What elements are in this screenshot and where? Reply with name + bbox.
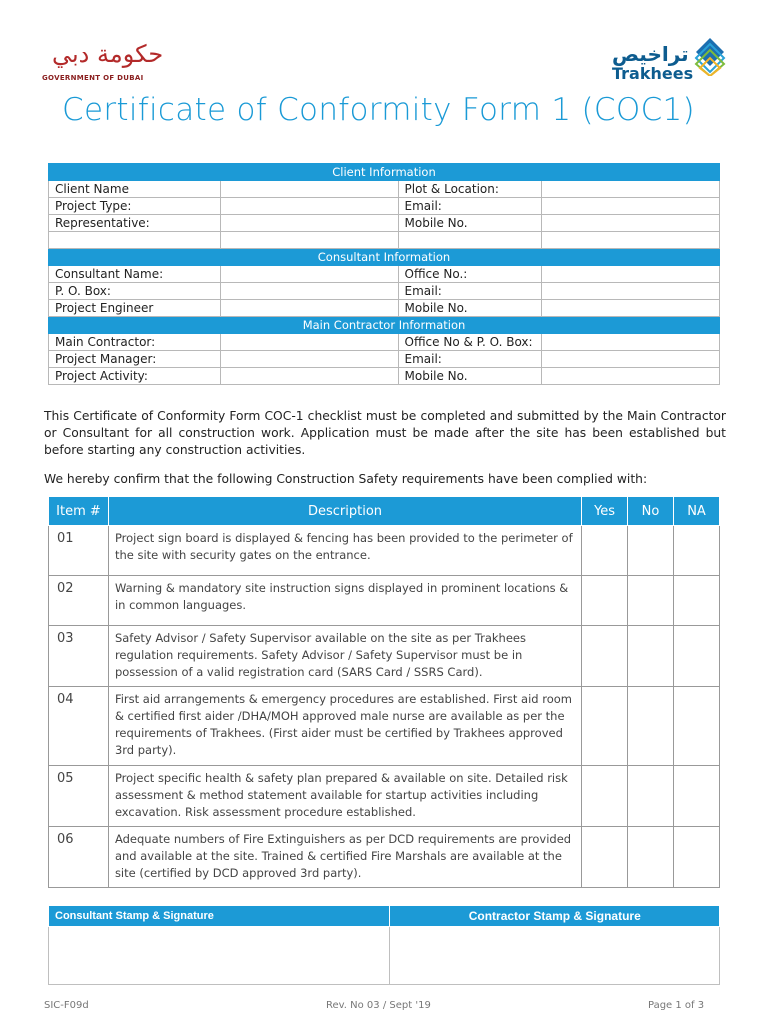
client-email-label: Email: xyxy=(398,198,542,215)
col-yes-header: Yes xyxy=(582,497,628,526)
intro-paragraph: This Certificate of Conformity Form COC-1 checklist must be completed and submitted by the Main Contractor or Consultant for all construction work. Application must be made after the site has been established but before starting any construction activities. xyxy=(44,409,726,457)
plot-location-label: Plot & Location: xyxy=(398,181,542,198)
item-description: Project sign board is displayed & fencing has been provided to the perimeter of the site with security gates on the entrance. xyxy=(108,526,581,576)
contractor-info-header: Main Contractor Information xyxy=(49,317,720,334)
contractor-mobile-field[interactable] xyxy=(542,368,720,385)
main-contractor-label: Main Contractor: xyxy=(49,334,221,351)
government-of-dubai-caption: GOVERNMENT OF DUBAI xyxy=(42,74,144,82)
no-checkbox[interactable] xyxy=(628,827,674,888)
blank-cell xyxy=(398,232,542,249)
consultant-name-label: Consultant Name: xyxy=(49,266,221,283)
trakhees-arabic-wordmark: تراخيص xyxy=(612,42,689,66)
client-email-field[interactable] xyxy=(542,198,720,215)
item-number: 01 xyxy=(49,526,109,576)
information-table xyxy=(48,163,720,385)
table-row xyxy=(49,576,720,626)
item-number: 03 xyxy=(49,626,109,687)
no-checkbox[interactable] xyxy=(628,687,674,766)
client-name-label: Client Name xyxy=(49,181,221,198)
col-description-header: Description xyxy=(108,497,581,526)
contractor-signature-box[interactable] xyxy=(390,927,720,985)
blank-cell xyxy=(220,232,398,249)
representative-label: Representative: xyxy=(49,215,221,232)
consultant-email-label: Email: xyxy=(398,283,542,300)
na-checkbox[interactable] xyxy=(674,576,720,626)
table-row xyxy=(49,687,720,766)
yes-checkbox[interactable] xyxy=(582,766,628,827)
contractor-mobile-label: Mobile No. xyxy=(398,368,542,385)
trakhees-logo-icon xyxy=(690,30,730,76)
consultant-name-field[interactable] xyxy=(220,266,398,283)
na-checkbox[interactable] xyxy=(674,766,720,827)
consultant-info-header: Consultant Information xyxy=(49,249,720,266)
contractor-office-field[interactable] xyxy=(542,334,720,351)
form-code: SIC-F09d xyxy=(44,1000,89,1011)
table-row xyxy=(49,526,720,576)
col-na-header: NA xyxy=(674,497,720,526)
project-type-label: Project Type: xyxy=(49,198,221,215)
table-row xyxy=(49,827,720,888)
no-checkbox[interactable] xyxy=(628,576,674,626)
item-description: First aid arrangements & emergency procedures are established. First aid room & certified first aider /DHA/MOH approved male nurse are available as per the requirements of Trakhees. (First aider must be certified by Trakhees approved 3rd party). xyxy=(108,687,581,766)
consultant-signature-header: Consultant Stamp & Signature xyxy=(49,906,390,927)
contractor-office-label: Office No & P. O. Box: xyxy=(398,334,542,351)
confirm-paragraph: We hereby confirm that the following Construction Safety requirements have been complied with: xyxy=(44,472,648,486)
item-number: 04 xyxy=(49,687,109,766)
item-description: Warning & mandatory site instruction signs displayed in prominent locations & in common languages. xyxy=(108,576,581,626)
trakhees-wordmark: Trakhees xyxy=(612,64,694,83)
project-activity-field[interactable] xyxy=(220,368,398,385)
na-checkbox[interactable] xyxy=(674,687,720,766)
yes-checkbox[interactable] xyxy=(582,526,628,576)
project-engineer-field[interactable] xyxy=(220,300,398,317)
na-checkbox[interactable] xyxy=(674,526,720,576)
safety-checklist-table xyxy=(48,496,720,888)
contractor-email-label: Email: xyxy=(398,351,542,368)
page-title: Certificate of Conformity Form 1 (COC1) xyxy=(62,92,695,128)
consultant-mobile-label: Mobile No. xyxy=(398,300,542,317)
no-checkbox[interactable] xyxy=(628,766,674,827)
consultant-signature-box[interactable] xyxy=(49,927,390,985)
signature-table xyxy=(48,905,720,985)
project-engineer-label: Project Engineer xyxy=(49,300,221,317)
consultant-pobox-label: P. O. Box: xyxy=(49,283,221,300)
project-manager-field[interactable] xyxy=(220,351,398,368)
na-checkbox[interactable] xyxy=(674,827,720,888)
representative-field[interactable] xyxy=(220,215,398,232)
main-contractor-field[interactable] xyxy=(220,334,398,351)
item-description: Project specific health & safety plan prepared & available on site. Detailed risk assessment & method statement available for startup activities including excavation. Risk assessment procedure established. xyxy=(108,766,581,827)
client-info-header: Client Information xyxy=(49,164,720,181)
client-name-field[interactable] xyxy=(220,181,398,198)
consultant-mobile-field[interactable] xyxy=(542,300,720,317)
blank-cell xyxy=(542,232,720,249)
na-checkbox[interactable] xyxy=(674,626,720,687)
no-checkbox[interactable] xyxy=(628,526,674,576)
no-checkbox[interactable] xyxy=(628,626,674,687)
blank-cell xyxy=(49,232,221,249)
item-number: 05 xyxy=(49,766,109,827)
project-type-field[interactable] xyxy=(220,198,398,215)
consultant-pobox-field[interactable] xyxy=(220,283,398,300)
consultant-office-field[interactable] xyxy=(542,266,720,283)
contractor-signature-header: Contractor Stamp & Signature xyxy=(390,906,720,927)
yes-checkbox[interactable] xyxy=(582,687,628,766)
item-number: 02 xyxy=(49,576,109,626)
project-manager-label: Project Manager: xyxy=(49,351,221,368)
col-no-header: No xyxy=(628,497,674,526)
page-number: Page 1 of 3 xyxy=(648,1000,705,1011)
item-description: Adequate numbers of Fire Extinguishers as per DCD requirements are provided and available at the site. Trained & certified Fire Marshals are available at the site (certified by DCD approved 3rd party). xyxy=(108,827,581,888)
government-of-dubai-logo: حكومة دبي xyxy=(52,40,164,68)
client-mobile-field[interactable] xyxy=(542,215,720,232)
table-row xyxy=(49,766,720,827)
client-mobile-label: Mobile No. xyxy=(398,215,542,232)
project-activity-label: Project Activity: xyxy=(49,368,221,385)
consultant-email-field[interactable] xyxy=(542,283,720,300)
revision-number: Rev. No 03 / Sept '19 xyxy=(326,1000,431,1011)
contractor-email-field[interactable] xyxy=(542,351,720,368)
plot-location-field[interactable] xyxy=(542,181,720,198)
yes-checkbox[interactable] xyxy=(582,827,628,888)
item-description: Safety Advisor / Safety Supervisor available on the site as per Trakhees regulation requirements. Safety Advisor / Safety Supervisor must be in possession of a valid registration card (SARS Card / SSRS Card). xyxy=(108,626,581,687)
item-number: 06 xyxy=(49,827,109,888)
consultant-office-label: Office No.: xyxy=(398,266,542,283)
yes-checkbox[interactable] xyxy=(582,576,628,626)
col-item-header: Item # xyxy=(49,497,109,526)
yes-checkbox[interactable] xyxy=(582,626,628,687)
table-row xyxy=(49,626,720,687)
